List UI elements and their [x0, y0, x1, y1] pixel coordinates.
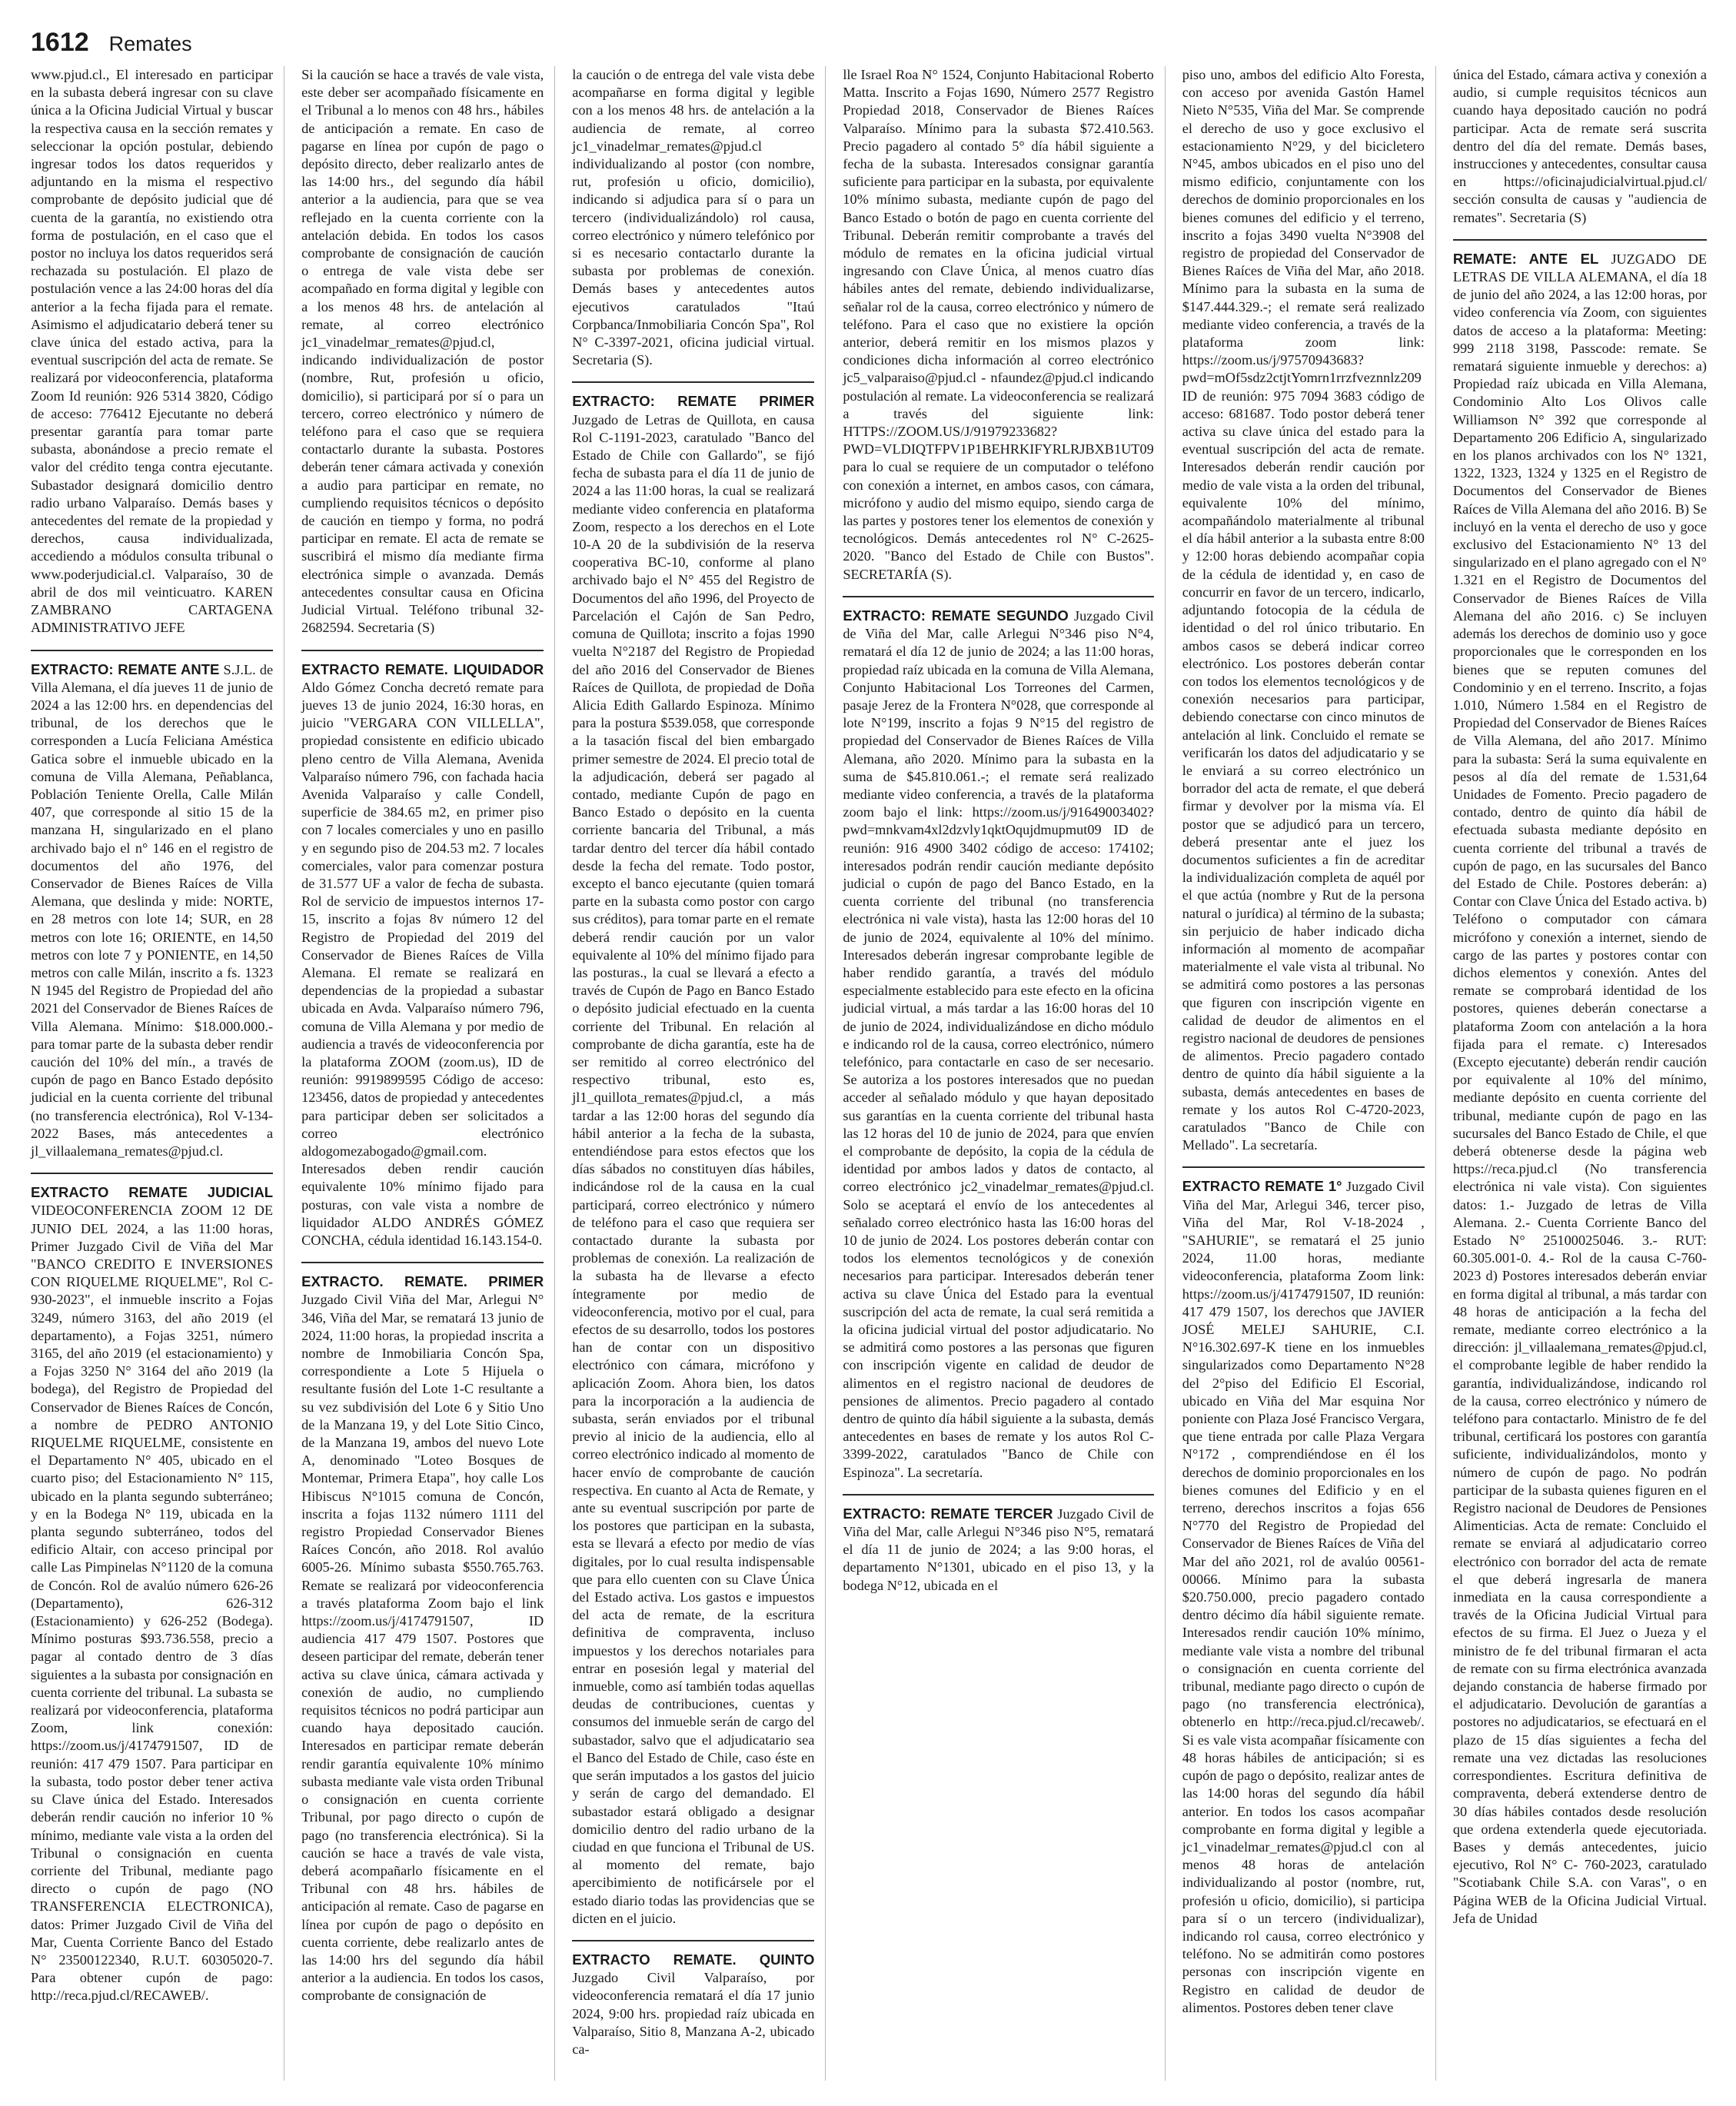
notice-heading: EXTRACTO. REMATE. PRIMER	[301, 1273, 544, 1290]
notice-heading: EXTRACTO REMATE 1°	[1182, 1178, 1342, 1195]
notice-heading: EXTRACTO: REMATE PRIMER	[572, 393, 815, 410]
notice-body: la caución o de entrega del vale vista debe acompañarse en forma digital y legible con a los menos 48 hrs. de antelación a la audiencia de remate, al correo jc1_vinadelmar_remates@pjud.cl individualizando al postor (con nombre, rut, profesión u oficio, domicilio), indicando si adjudica para sí o para un tercero (individualizándolo) rol causa, correo electrónico y número telefónico por si es necesario contactarlo durante la subasta por problemas de conexión. Demás bases y antecedentes autos ejecutivos caratulados "Itaú Corpbanca/Inmobiliaria Concón Spa", Rol N° C-3397-2021, oficina judicial virtual. Secretaria (S).	[572, 67, 815, 368]
legal-notice	[572, 66, 814, 369]
legal-notice	[1453, 239, 1707, 1928]
notices-columns	[31, 66, 1707, 2081]
notice-heading: EXTRACTO: REMATE SEGUNDO	[843, 607, 1069, 624]
notice-heading: EXTRACTO REMATE JUDICIAL	[31, 1184, 274, 1201]
page-masthead	[31, 28, 292, 66]
legal-notice	[843, 1494, 1153, 1595]
notice-body: Juzgado Civil Valparaíso, por videoconferencia rematará el día 17 junio 2024, 9:00 hrs. propiedad raíz ubicada en Valparaíso, Sitio 8, Manzana A-2, ubicado ca-	[572, 1970, 815, 2057]
legal-notice	[843, 66, 1153, 584]
notice-body: Juzgado Civil de Viña del Mar, calle Arlegui N°346 piso N°5, rematará el día 11 de junio de 2024; a las 9:00 horas, el departamento N°1301, ubicado en el piso 13, y la bodega N°12, ubicada en el	[843, 1505, 1154, 1593]
notice-body: S.J.L. de Villa Alemana, el día jueves 11 de junio de 2024 a las 12:00 hrs. en dependencias del tribunal, de los derechos que le corresponden a Lucía Feliciana Améstica Gatica sobre el inmueble ubicado en la comuna de Villa Alemana, Peñablanca, Población Teniente Orella, Calle Milán 407, que corresponde al sitio 15 de la manzana H, singularizado en el plano archivado bajo el n° 146 en el registro de documentos del año 1976, del Conservador de Bienes Raíces de Villa Alemana, que deslinda y mide: NORTE, en 28 metros con lote 14; SUR, en 28 metros con lote 16; ORIENTE, en 14,50 metros con lote 7 y PONIENTE, en 14,50 metros con calle Milán, inscrito a fs. 1323 N 1945 del Registro de Propiedad del año 2021 del Conservador de Bienes Raíces de Villa Alemana. Mínimo: $18.000.000.- para tomar parte de la subasta deber rendir caución del 10% del mín., a través de cupón de pago en Banco Estado depósito judicial en la cuenta corriente del tribunal (no transferencia electrónica), Rol V-134-2022 Bases, más antecedentes a jl_villaalemana_remates@pjud.cl.	[31, 661, 274, 1159]
notice-body: www.pjud.cl., El interesado en participar en la subasta deberá ingresar con su clave única a la Oficina Judicial Virtual y buscar la respectiva causa en la sección remates y seleccionar la opción postular, debiendo ingresar todos los datos requeridos y adjuntando en la misma el respectivo comprobante de depósito judicial que dé cuenta de la garantía, no existiendo otra forma de postulación, en el caso que el postor no incluya los datos requeridos será rechazada su postulación. El plazo de postulación vence a las 24:00 horas del día anterior a la fecha fijada para el remate. Asimismo el adjudicatario deberá tener su clave única del estado activa, para la eventual suscripción del acta de remate. Se realizará por videoconferencia, plataforma Zoom Id reunión: 926 5314 3820, Código de acceso: 776412 Ejecutante no deberá presentar garantía para tomar parte subasta, abonándose a precio remate el valor del crédito tenga contra ejecutante. Subastador designará domicilio dentro radio urbano Valparaíso. Demás bases y antecedentes del remate de la propiedad y derechos, causa individualizada, accediendo a módulos consulta tribunal o www.poderjudicial.cl. Valparaíso, 30 de abril de dos mil veinticuatro. KAREN ZAMBRANO CARTAGENA ADMINISTRATIVO JEFE	[31, 67, 274, 636]
notice-body: Aldo Gómez Concha decretó remate para jueves 13 de junio 2024, 16:30 horas, en juicio "VERGARA CON VILLELLA", propiedad consistente en edificio ubicado pleno centro de Villa Alemana, Avenida Valparaíso número 796, con fachada hacia Avenida Valparaíso y calle Condell, superficie de 384.65 m2, en primer piso con 7 locales comerciales y uno en pasillo y en segundo piso de 204.53 m2. 7 locales comerciales, valor para comenzar postura de 31.577 UF a valor de fecha de subasta. Rol de servicio de impuestos internos 17-15, inscrito a fojas 8v número 12 del Registro de Propiedad del 2019 del Conservador de Bienes Raíces de Villa Alemana. El remate se realizará en dependencias de la propiedad a subastar ubicada en Avda. Valparaíso número 796, comuna de Villa Alemana y por medio de audiencia a través de videoconferencia por la plataforma ZOOM (zoom.us), ID de reunión: 9919899595 Código de acceso: 123456, datos de propiedad y antecedentes para participar deben ser solicitados a correo electrónico aldogomezabogado@gmail.com. Interesados deben rendir caución equivalente 10% mínimo fijado para posturas, con vale vista a nombre de liquidador ALDO ANDRÉS GÓMEZ CONCHA, cédula identidad 16.143.154-0.	[301, 679, 544, 1248]
legal-notice	[301, 1262, 544, 2005]
column-5	[1182, 66, 1436, 2081]
legal-notice	[31, 650, 273, 1161]
page-number: 1612	[31, 28, 89, 57]
legal-notice	[1453, 66, 1707, 227]
notice-body: Juzgado Civil Viña del Mar, Arlegui N° 346, Viña del Mar, se rematará 13 junio de 2024, 11:00 horas, la propiedad inscrita a nombre de Inmobiliaria Concón Spa, correspondiente a Lote 5 Hijuela o resultante fusión del Lote 1-C resultante a su vez subdivisión del Lote 6 y Sitio Uno de la Manzana 19, y del Lote Sitio Cinco, de la Manzana 19, ambos del nuevo Lote A, denominado "Loteo Bosques de Montemar, Primera Etapa", hoy calle Los Hibiscus N°1015 comuna de Concón, inscrita a fojas 1132 número 1111 del registro Propiedad Conservador Bienes Raíces Concón, año 2018. Rol avalúo 6005-26. Mínimo subasta $550.765.763. Remate se realizará por videoconferencia a través plataforma Zoom bajo el link https://zoom.us/j/4174791507, ID audiencia 417 479 1507. Postores que deseen participar del remate, deberán tener activa su clave única, cámara activada y conexión de audio, no cumpliendo requisitos técnicos no podrá participar aun cuando haya depositado caución. Interesados en participar remate deberán rendir garantía equivalente 10% mínimo subasta mediante vale vista orden Tribunal o consignación en cuenta corriente Tribunal, por pago directo o cupón de pago (no transferencia electrónica). Si la caución se hace a través de vale vista, deberá acompañarlo físicamente en el Tribunal con 48 hrs. hábiles de anticipación al remate. Caso de pagarse en línea por cupón de pago o depósito en cuenta corriente, debe realizarlo antes de las 14:00 hrs del segundo día hábil anterior a la audiencia. En todos los casos, comprobante de consignación de	[301, 1292, 544, 2004]
notice-heading: EXTRACTO REMATE. LIQUIDADOR	[301, 660, 544, 677]
notice-body: VIDEOCONFERENCIA ZOOM 12 DE JUNIO DEL 2024, a las 11:00 horas, Primer Juzgado Civil de Viña del Mar "BANCO CREDITO E INVERSIONES CON RIQUELME RIQUELME", Rol C-930-2023", el inmueble inscrito a Fojas 3249, número 3163, del año 2019 (el departamento), a Fojas 3251, número 3165, del año 2019 (el estacionamiento) y a Fojas 3250 N° 3164 del año 2019 (la bodega), del Registro de Propiedad del Conservador de Bienes Raíces de Concón, a nombre de PEDRO ANTONIO RIQUELME RIQUELME, consistente en el Departamento N° 405, ubicado en el cuarto piso; del Estacionamiento N° 115, ubicado en la planta segundo subterráneo; y en la Bodega N° 119, ubicada en la planta segundo subterráneo, todos del edificio Altair, con acceso principal por calle Las Pimpinelas N°1120 de la comuna de Concón. Rol de avalúo número 626-26 (Departamento), 626-312 (Estacionamiento) y 626-252 (Bodega). Mínimo posturas $93.736.558, precio a pagar al contado dentro de 3 días siguientes a la subasta por consignación en cuenta corriente del tribunal. La subasta se realizará por videoconferencia, plataforma Zoom, link conexión: https://zoom.us/j/4174791507, ID de reunión: 417 479 1507. Para participar en la subasta, todo postor deber tener activa su Clave única del Estado. Interesados deberán rendir caución no inferior 10 % mínimo, mediante vale vista a la orden del Tribunal o consignación en cuenta corriente del Tribunal, mediante pago directo o cupón de pago (NO TRANSFERENCIA ELECTRONICA), datos: Primer Juzgado Civil de Viña del Mar, Cuenta Corriente Banco del Estado N° 23500122340, R.U.T. 60305020-7. Para obtener cupón de pago: http://reca.pjud.cl/RECAWEB/.	[31, 1203, 274, 2004]
column-4	[843, 66, 1165, 2081]
notice-body: JUZGADO DE LETRAS DE VILLA ALEMANA, el día 18 de junio del año 2024, a las 12:00 horas, por video conferencia vía Zoom, con siguientes datos de acceso a la plataforma: Meeting: 999 2118 3198, Passcode: remate. Se rematará siguiente inmueble y derechos: a) Propiedad raíz ubicada en Villa Alemana, Condominio Alto Los Olivos calle Williamson N° 392 que corresponde al Departamento 206 Edificio A, singularizado en los planos archivados con los N° 1321, 1322, 1323, 1324 y 1325 en el Registro de Documentos del Conservador de Bienes Raíces de Villa Alemana del año 2016. B) Se incluyó en la venta el derecho de uso y goce exclusivo del Estacionamiento N° 13 del singularizado en el plano agregado con el N° 1.321 en el Registro de Documentos del Conservador de Bienes Raíces de Villa Alemana del año 2016. c) Se incluyen además los derechos de dominio uso y goce proporcionales que le corresponden en los bienes que se reputen comunes del Condominio y en el terreno. Inscrito, a fojas 1.010, Número 1.584 en el Registro de Propiedad del Conservador de Bienes Raíces de Villa Alemana, del año 2017. Mínimo para la subasta: Será la suma equivalente en pesos al día del remate de 1.531,64 Unidades de Fomento. Precio pagadero de contado, dentro de quinto día hábil de efectuada subasta mediante depósito en cuenta corriente del tribunal a través de cupón de pago, en las sucursales del Banco del Estado de Chile. Postores deberán: a) Contar con Clave Única del Estado activa. b) Teléfono o computador con cámara micrófono y conexión a internet, siendo de cargo de las partes y postores contar con dichos elementos y conexión. Antes del remate se comprobará identidad de los postores, quienes deberán conectarse a plataforma Zoom con antelación a la hora fijada para el remate. c) Interesados (Excepto ejecutante) deberán rendir caución por equivalente al 10% del mínimo, mediante depósito en cuenta corriente del tribunal, mediante cupón de pago en las sucursales del Banco Estado de Chile, el que deberá obtenerse desde la página web https://reca.pjud.cl (No transferencia electrónica ni vale vista). Con siguientes datos: 1.- Juzgado de letras de Villa Alemana. 2.- Cuenta Corriente Banco del Estado N° 25100025046. 3.- RUT: 60.305.001-0. 4.- Rol de la causa C-760-2023 d) Postores interesados deberán enviar en forma digital al tribunal, a más tardar con 48 horas de anticipación a la fecha del remate, mediante correo electrónico a la dirección: jl_villaalemana_remates@pjud.cl, el comprobante legible de haber rendido la garantía, individualizándose, indicando rol de la causa, correo electrónico y número de teléfono para contactarlo. Ministro de fe del tribunal, certificará los postores con garantía suficiente, individualizándolos, monto y número de cupón de pago. No podrán participar de la subasta quienes figuren en el Registro nacional de Deudores de Pensiones Alimenticias. Acta de remate: Concluido el remate se enviará al adjudicatario correo electrónico con borrador del acta de remate el que deberá ingresarla de manera inmediata en la causa correspondiente a través de la Oficina Judicial Virtual para efectos de su firma. El Juez o Jueza y el ministro de fe del tribunal firmaran el acta de remate con su firma electrónica avanzada dejando constancia de haberse firmado por el adjudicatario. Devolución de garantías a postores no adjudicatarios, se efectuará en el plazo de 15 días siguientes a fecha del remate una vez dictadas las resoluciones correspondientes. Escritura definitiva de compraventa, deberá extenderse dentro de 30 días hábiles contados desde resolución que ordena extenderla quede ejecutoriada. Bases y demás antecedentes, juicio ejecutivo, Rol N° C- 760-2023, caratulado "Scotiabank Chile S.A. con Varas", o en Página WEB de la Oficina Judicial Virtual. Jefa de Unidad	[1452, 251, 1707, 1926]
notice-body: Juzgado Civil Viña del Mar, Arlegui 346, tercer piso, Viña del Mar, Rol V-18-2024 , "SAHURIE", se rematará el 25 junio 2024, 11.00 horas, mediante videoconferencia, plataforma Zoom link: https://zoom.us/j/4174791507, ID reunión: 417 479 1507, los derechos que JAVIER JOSÉ MELEJ SAHURIE, C.I. N°16.302.697-K tiene en los inmuebles singularizados como Departamento N°28 del 2°piso del Edificio El Escorial, ubicado en Viña del Mar esquina Nor poniente con Plaza José Francisco Vergara, que tiene entrada por calle Plaza Vergara N°172 , comprendiéndose en él los derechos de dominio proporcionales en los bienes comunes del Edificio y en el terreno, derechos inscritos a fojas 656 N°770 del Registro de Propiedad del Conservador de Bienes Raíces de Viña del Mar del año 2021, rol de avalúo 00561-00066. Mínimo para la subasta $20.750.000, precio pagadero contado dentro décimo día hábil siguiente remate. Interesados rendir caución 10% mínimo, mediante vale vista a nombre del tribunal o consignación en cuenta corriente del tribunal, mediante pago directo o cupón de pago (no transferencia electrónica), obtenerlo en http://reca.pjud.cl/recaweb/. Si es vale vista acompañar físicamente con 48 horas hábiles de anticipación; si es cupón de pago o depósito, realizar antes de las 14:00 horas del segundo día hábil anterior. En todos los casos acompañar comprobante en forma digital y legible a jc1_vinadelmar_remates@pjud.cl con al menos 48 horas de antelación individualizando al postor (nombre, rut, profesión u oficio, domicilio), si participa para sí o un tercero (individualizar), indicando rol causa, correo electrónico y teléfono. No se admitirán como postores personas con inscripción vigente en Registro en calidad de deudor de alimentos. Postores deben tener clave	[1182, 1179, 1425, 2015]
legal-notice	[301, 66, 544, 637]
notice-heading: EXTRACTO: REMATE TERCER	[843, 1505, 1053, 1522]
legal-notice	[572, 1940, 814, 2058]
notice-heading: EXTRACTO: REMATE ANTE	[31, 660, 220, 677]
column-3	[572, 66, 826, 2081]
notice-body: única del Estado, cámara activa y conexión a audio, si cumple requisitos técnicos aun cuando haya depositado caución no podrá participar. Acta de remate será suscrita dentro del día del remate. Demás bases, instrucciones y antecedentes, consultar causa en https://oficinajudicialvirtual.pjud.cl/ sección consulta de causas y "audiencia de remates". Secretaria (S)	[1452, 67, 1707, 225]
legal-notice	[572, 381, 814, 1927]
column-2	[301, 66, 555, 2081]
section-title: Remates	[108, 32, 192, 55]
notice-body: lle Israel Roa N° 1524, Conjunto Habitacional Roberto Matta. Inscrito a Fojas 1690, Número 2577 Registro Propiedad 2018, Conservador de Bienes Raíces Valparaíso. Mínimo para la subasta $72.410.563. Precio pagadero al contado 5° día hábil siguiente a fecha de la subasta. Interesados consignar garantía suficiente para participar en la subasta, por equivalente 10% mínimo subasta, mediante cupón de pago del Banco Estado o botón de pago en cuenta corriente del Tribunal. Deberán remitir comprobante a través del módulo de remates en la oficina judicial virtual ingresando con Clave Única, al menos cuatro días hábiles antes del remate, debiendo individualizarse, señalar rol de la causa, correo electrónico y número de teléfono. Para el caso que no existiere la opción anterior, deberá remitir en los mismos plazos y condiciones dicha información al correo electrónico jc5_valparaiso@pjud.cl - nfaundez@pjud.cl indicando postulación al remate. La videoconferencia se realizará a través del siguiente link: HTTPS://ZOOM.US/J/91979233682?PWD=VLDIQTFPV1P1BEHRKIFYRLRJBXB1UT09 para lo cual se requiere de un computador o teléfono con conexión a internet, en ambos casos, con cámara, micrófono y audio del mismo equipo, siendo carga de las partes y postores tener los elementos de conexión y tecnológicos. Demás antecedentes rol N° C-2625-2020. "Banco del Estado de Chile con Bustos". SECRETARÍA (S).	[843, 67, 1154, 582]
column-1	[31, 66, 284, 2081]
legal-notice	[1182, 66, 1425, 1154]
notice-body: Juzgado Civil de Viña del Mar, calle Arlegui N°346 piso N°4, rematará el día 12 de junio de 2024; a las 11:00 horas, propiedad raíz ubicada en la comuna de Villa Alemana, Conjunto Habitacional Los Torreones del Carmen, pasaje Jerez de la Frontera N°028, que corresponde al lote N°199, inscrito a fojas 9 N°15 del registro de propiedad del Conservador de Bienes Raíces de Villa Alemana, año 2020. Mínimo para la subasta en la suma de $45.810.061.-; el remate será realizado mediante video conferencia, a través de la plataforma zoom bajo el link: https://zoom.us/j/91649003402?pwd=mnkvam4xl2dzvly1qktOqujdmupmut09 ID de reunión: 916 4900 3402 código de acceso: 174102; interesados podrán rendir caución mediante depósito judicial o cupón de pago del Banco Estado, en la cuenta corriente del tribunal (no transferencia electrónica ni vale vista), hasta las 12:00 horas del 10 de junio de 2024, equivalente al 10% del mínimo. Interesados deberán ingresar comprobante legible de haber rendido garantía, a través del módulo especialmente establecido para este efecto en la oficina judicial virtual, a más tardar a las 16:00 horas del 10 de junio de 2024, individualizándose en dicho módulo e indicando rol de la causa, correo electrónico, número telefónico, para contactarle en caso de ser necesario. Se autoriza a los postores interesados que no puedan acceder al señalado módulo y que hayan depositado sus garantías en la cuenta corriente del tribunal hasta las 12 horas del 10 de junio de 2024, para que envíen el comprobante de depósito, la copia de la cédula de identidad por ambos lados y datos de contacto, al correo electrónico jc2_vinadelmar_remates@pjud.cl. Solo se aceptará el envío de los antecedentes al señalado correo electrónico hasta las 16:00 horas del 10 de junio de 2024. Los postores deberán contar con todos los elementos tecnológicos y de conexión necesarios para participar. Interesados deberán tener activa su clave Única del Estado para la eventual suscripción del acta de remate, la cual será remitida a la oficina judicial virtual del postor adjudicatario. No se admitirá como postores a las personas que figuren con inscripción vigente en calidad de deudor de alimentos en el registro nacional de deudores de pensiones de alimentos. Precio pagadero al contado dentro de quinto día hábil siguiente a la subasta, demás antecedentes en bases de remate y los autos Rol C-3399-2022, caratulados "Banco de Chile con Espinoza". La secretaría.	[843, 607, 1154, 1480]
notice-heading: EXTRACTO REMATE. QUINTO	[572, 1951, 815, 1968]
notice-body: piso uno, ambos del edificio Alto Foresta, con acceso por avenida Gastón Hamel Nieto N°535, Viña del Mar. Se comprende el derecho de uso y goce exclusivo el estacionamiento N°29, y del bicicletero N°45, ambos ubicados en el piso uno del mismo edificio, conjuntamente con los derechos de dominio proporcionales en los bienes comunes del edificio y el terreno, inscrito a fojas 3490 vuelta N°3908 del registro de propiedad del Conservador de Bienes Raíces de Viña del Mar, año 2018. Mínimo para la subasta en la suma de $147.444.329.-; el remate será realizado mediante video conferencia, a través de la plataforma zoom link: https://zoom.us/j/97570943683?pwd=mOf5sdz2ctjtYomrn1rrzfveznnlz209 ID de reunión: 975 7094 3683 código de acceso: 681687. Todo postor deberá tener activa su clave única del estado para la eventual suscripción del acta de remate. Interesados deberán rendir caución por medio de vale vista a la orden del tribunal, equivalente 10% del mínimo, acompañándolo materialmente al tribunal el día hábil anterior a la subasta entre 8:00 y 12:00 horas debiendo acompañar copia de la cédula de identidad y, en caso de concurrir en favor de un tercero, indicarlo, adjuntando fotocopia de la cédula de identidad o del rol único tributario. En ambos casos se deberá indicar correo electrónico. Los postores deberán contar con todos los elementos tecnológicos y de conexión necesarios para participar, debiendo conectarse con cinco minutos de antelación al link. Concluido el remate se verificarán los datos del adjudicatario y se le enviará a su correo electrónico un borrador del acta de remate, el que deberá firmar y devolver por la misma vía. El postor que se adjudicó para un tercero, deberá presentar ante el juez los documentos suficientes a fin de acreditar la individualización completa de aquél por el que actúa (nombre y Rut de la persona natural o jurídica) al término de la subasta; sin perjuicio de haber indicado dicha información al momento de acompañar materialmente el vale vista al tribunal. No se admitirá como postores a las personas que figuren con inscripción vigente en calidad de deudor de alimentos en el registro nacional de deudores de pensiones de alimentos. Precio pagadero contado dentro de quinto día hábil siguiente a la subasta, demás antecedentes en bases de remate y los autos Rol C-4720-2023, caratulados "Banco de Chile con Mellado". La secretaría.	[1182, 67, 1425, 1153]
legal-notice	[301, 650, 544, 1250]
column-6	[1453, 66, 1707, 2081]
legal-notice	[843, 596, 1153, 1482]
notice-body: Si la caución se hace a través de vale vista, este deber ser acompañado físicamente en el Tribunal a lo menos con 48 hrs., hábiles de anticipación a remate. En caso de pagarse en línea por cupón de pago o depósito directo, deber realizarlo antes de las 14:00 hrs., del segundo día hábil anterior a la audiencia, para que se vea reflejado en la cuenta corriente con la antelación debida. En todos los casos comprobante de consignación de caución o entrega de vale vista debe ser acompañado en forma digital y legible con a los menos 48 hrs. de antelación al remate, al correo electrónico jc1_vinadelmar_remates@pjud.cl, indicando individualización de postor (nombre, Rut, profesión u oficio, domicilio), si participará por sí o para un tercero, correo electrónico y número de teléfono para el caso que se requiera contactarlo durante la subasta. Postores deberán tener cámara activada y conexión a audio para participar en remate, no cumpliendo requisitos técnicos o depósito de caución en tiempo y forma, no podrá participar en remate. El acta de remate se suscribirá el mismo día mediante firma electrónica simple o avanzada. Demás antecedentes consultar causa en Oficina Judicial Virtual. Teléfono tribunal 32-2682594. Secretaria (S)	[301, 67, 544, 636]
legal-notice	[31, 1173, 273, 2005]
notice-heading: REMATE: ANTE EL	[1452, 250, 1599, 267]
legal-notice	[1182, 1166, 1425, 2017]
notice-body: Juzgado de Letras de Quillota, en causa Rol C-1191-2023, caratulado "Banco del Estado de Chile con Gallardo", se fijó fecha de subasta para el día 11 de junio de 2024 a las 11:00 horas, la cual se realizará mediante video conferencia en plataforma Zoom, respecto a los derechos en el Lote 10-A 20 de la subdivisión de la reserva cooperativa BC-10, conforme al plano archivado bajo el N° 455 del Registro de Documentos del año 1996, del Proyecto de Parcelación el Cajón de San Pedro, comuna de Quillota; inscrito a fojas 1990 vuelta N°2187 del Registro de Propiedad del año 2016 del Conservador de Bienes Raíces de Quillota, de propiedad de Doña Alicia Edith Gallardo Espinoza. Mínimo para la postura $539.058, que corresponde a la tasación fiscal del bien embargado primer semestre de 2024. El precio total de la adjudicación, deberá ser pagado al contado, mediante Cupón de pago en Banco Estado o depósito en la cuenta corriente bancaria del Tribunal, a más tardar dentro del tercer día hábil contado desde la fecha del remate. Todo postor, excepto el banco ejecutante (quien tomará parte en la subasta como postor con cargo sus créditos), para tomar parte en el remate deberá rendir caución por un valor equivalente al 10% del mínimo fijado para las posturas., la cual se llevará a efecto a través de Cupón de Pago en Banco Estado o depósito judicial efectuado en la cuenta corriente del Tribunal. En relación al comprobante de dicha garantía, este ha de ser remitido al correo electrónico del respectivo tribunal, esto es, jl1_quillota_remates@pjud.cl, a más tardar a las 12:00 horas del segundo día hábil anterior a la fecha de la subasta, entendiéndose para estos efectos que los días sábados no constituyen días hábiles, indicándose rol de la causa en la cual participará, correo electrónico y número de teléfono para el caso que requiera ser contactado durante la subasta por problemas de conexión. La realización de la subasta ha de llevarse a efecto íntegramente por medio de videoconferencia, motivo por el cual, para efectos de su desarrollo, todos los postores han de contar con un dispositivo electrónico con cámara, micrófono y aplicación Zoom. Ahora bien, los datos para la incorporación a la audiencia de subasta, serán enviados por el tribunal previo al inicio de la audiencia, ello al correo electrónico indicado al momento de hacer envío de comprobante de caución respectiva. En cuanto al Acta de Remate, y ante su eventual suscripción por parte de los postores que participan en la subasta, esta se llevará a efecto por medio de vías digitales, por lo cual resulta indispensable que para ello cuenten con su Clave Única del Estado activa. Los gastos e impuestos del acta de remate, de la escritura definitiva de compraventa, incluso impuestos y los derechos notariales para entrar en posesión legal y material del inmueble, como así también todas aquellas deudas de contribuciones, cuentas y consumos del inmueble serán de cargo del subastador, salvo que el adjudicatario sea el Banco del Estado de Chile, caso éste en que serán imputados a los gastos del juicio y serán de cargo del demandado. El subastador estará obligado a designar domicilio dentro del radio urbano de la ciudad en que funciona el Tribunal de US. al momento del remate, bajo apercibimiento de notificársele por el estado diario todas las providencias que se dicten en el juicio.	[572, 411, 815, 1926]
legal-notice	[31, 66, 273, 637]
